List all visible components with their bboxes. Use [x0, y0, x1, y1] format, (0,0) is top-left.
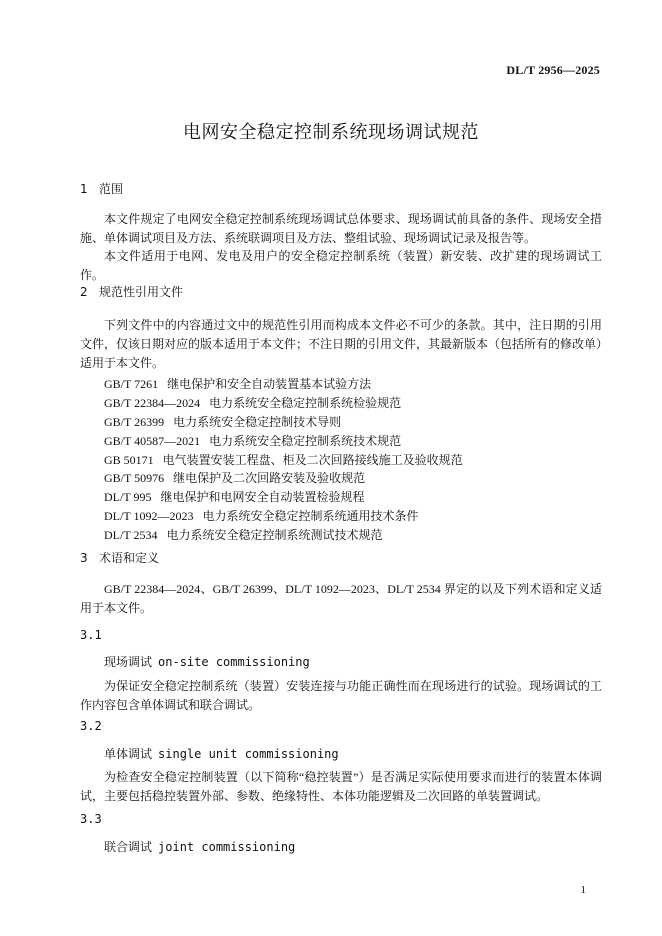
reference-title: 继电保护和安全自动装置基本试验方法	[167, 377, 372, 391]
paragraph: 本文件规定了电网安全稳定控制系统现场调试总体要求、现场调试前具备的条件、现场安全措施、单体调试项目及方法、系统联调项目及方法、整组试验、现场调试记录及报告等。	[80, 212, 602, 245]
clause-number: 3.2	[80, 719, 102, 733]
reference-title: 电力系统安全稳定控制系统检验规范	[209, 395, 402, 410]
reference-title: 电气装置安装工程盘、柜及二次回路接线施工及验收规范	[162, 452, 463, 467]
standard-code: DL/T 2956—2025	[506, 63, 600, 77]
clause-number: 3.1	[80, 628, 102, 642]
reference-title: 电力系统安全稳定控制系统通用技术条件	[202, 509, 419, 524]
reference-item	[104, 375, 463, 394]
term-heading	[104, 653, 310, 670]
reference-code: GB/T 26399	[104, 414, 165, 429]
reference-item	[104, 413, 463, 432]
reference-item	[104, 526, 463, 545]
section-title: 范围	[99, 182, 124, 196]
paragraph: 下列文件中的内容通过文中的规范性引用而构成本文件必不可少的条款。其中，注日期的引用文件，仅该日期对应的版本适用于本文件；不注日期的引用文件，其最新版本（包括所有的修改单）适用于本文件。	[80, 318, 603, 370]
section-title: 术语和定义	[99, 551, 160, 565]
reference-item	[104, 451, 463, 470]
reference-item	[104, 507, 463, 526]
term-heading	[104, 838, 295, 855]
reference-code: GB/T 50976	[104, 471, 165, 486]
reference-code: GB/T 7261	[104, 377, 159, 391]
reference-item	[104, 469, 463, 488]
reference-item	[104, 432, 463, 451]
reference-list	[104, 375, 463, 545]
reference-code: GB/T 40587—2021	[104, 433, 201, 448]
reference-title: 继电保护及二次回路安装及验收规范	[173, 471, 366, 486]
paragraph: 本文件适用于电网、发电及用户的安全稳定控制系统（装置）新安装、改扩建的现场调试工作。	[80, 249, 602, 282]
reference-title: 电力系统安全稳定控制技术导则	[173, 414, 342, 429]
reference-title: 电力系统安全稳定控制系统技术规范	[209, 433, 402, 448]
reference-item	[104, 394, 463, 413]
term-zh: 单体调试	[104, 747, 153, 761]
reference-item	[104, 488, 463, 507]
section-heading-normative-references	[80, 283, 183, 300]
section-heading-terms-and-definitions	[80, 549, 159, 566]
term-zh: 现场调试	[104, 655, 153, 669]
reference-code: DL/T 1092—2023	[104, 509, 194, 524]
clause-number: 3.3	[80, 812, 102, 826]
term-definition: 为检查安全稳定控制装置（以下简称“稳控装置”）是否满足实际使用要求而进行的装置本体调试，主要包括稳控装置外部、参数、绝缘特性、本体功能逻辑及二次回路的单装置调试。	[80, 770, 602, 803]
reference-code: GB 50171	[104, 452, 154, 467]
section-title: 规范性引用文件	[99, 285, 184, 299]
reference-title: 继电保护和电网安全自动装置检验规程	[160, 490, 365, 505]
reference-code: DL/T 995	[104, 490, 152, 505]
document-title: 电网安全稳定控制系统现场调试规范	[183, 122, 479, 143]
section-heading-scope	[80, 180, 123, 197]
reference-code: DL/T 2534	[104, 528, 158, 543]
term-zh: 联合调试	[104, 840, 153, 854]
section-number: 3	[80, 551, 88, 565]
term-en: single unit commissioning	[158, 747, 339, 761]
term-en: on-site commissioning	[158, 655, 310, 669]
term-heading	[104, 745, 339, 762]
term-en: joint commissioning	[158, 840, 296, 854]
term-definition: 为保证安全稳定控制系统（装置）安装连接与功能正确性而在现场进行的试验。现场调试的工作内容包含单体调试和联合调试。	[80, 679, 602, 712]
section-number: 2	[80, 285, 88, 299]
reference-title: 电力系统安全稳定控制系统测试技术规范	[166, 528, 383, 543]
section-number: 1	[80, 182, 88, 196]
paragraph: GB/T 22384—2024、GB/T 26399、DL/T 1092—2023、DL/T 2534 界定的以及下列术语和定义适用于本文件。	[80, 582, 602, 615]
reference-code: GB/T 22384—2024	[104, 395, 201, 410]
page-number: 1	[580, 884, 586, 896]
